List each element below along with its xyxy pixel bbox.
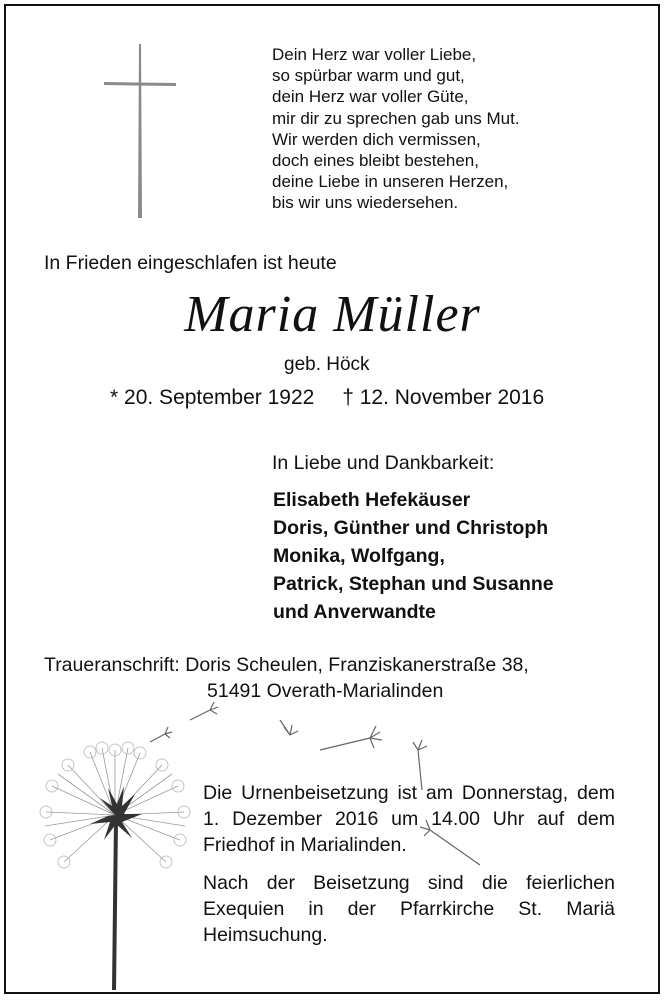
cross-icon bbox=[100, 42, 180, 222]
birth-symbol: * bbox=[110, 386, 119, 409]
death-symbol: † bbox=[342, 386, 354, 409]
ceremony-paragraph: Die Urnenbeisetzung ist am Donnerstag, dem 1. Dezember 2016 um 14.00 Uhr auf dem Friedhof in Marialinden. bbox=[203, 782, 615, 856]
intro-text: In Frieden eingeschlafen ist heute bbox=[44, 252, 337, 274]
ceremony-paragraph: Nach der Beisetzung sind die feierlichen Exequien in der Pfarrkirche St. Mariä Heimsuchung. bbox=[203, 872, 615, 946]
poem-line: so spürbar warm und gut, bbox=[272, 66, 465, 86]
mourner-name: Doris, Günther und Christoph bbox=[273, 517, 549, 539]
mourners-list bbox=[273, 486, 554, 626]
address-line: 51491 Overath-Marialinden bbox=[207, 680, 444, 702]
poem-line: deine Liebe in unseren Herzen, bbox=[272, 172, 509, 192]
poem-line: mir dir zu sprechen gab uns Mut. bbox=[272, 108, 520, 128]
birth-date: 20. September 1922 bbox=[124, 386, 315, 409]
address-line: Traueranschrift: Doris Scheulen, Franziskanerstraße 38, bbox=[44, 654, 529, 676]
maiden-name: geb. Höck bbox=[284, 354, 370, 375]
ceremony-info bbox=[203, 780, 615, 960]
poem-line: doch eines bleibt bestehen, bbox=[272, 151, 479, 171]
poem-line: dein Herz war voller Güte, bbox=[272, 87, 469, 107]
poem-line: Wir werden dich vermissen, bbox=[272, 129, 481, 149]
mourner-name: Patrick, Stephan und Susanne bbox=[273, 573, 554, 595]
mourner-name: und Anverwandte bbox=[273, 601, 436, 623]
death-date: 12. November 2016 bbox=[359, 386, 545, 409]
poem-line: bis wir uns wiedersehen. bbox=[272, 193, 459, 213]
poem bbox=[272, 44, 520, 214]
mourner-name: Elisabeth Hefekäuser bbox=[273, 489, 471, 511]
mourner-name: Monika, Wolfgang, bbox=[273, 545, 445, 567]
mourners-heading: In Liebe und Dankbarkeit: bbox=[272, 452, 495, 474]
poem-line: Dein Herz war voller Liebe, bbox=[272, 45, 477, 64]
deceased-name: Maria Müller bbox=[184, 286, 481, 343]
life-dates bbox=[110, 386, 544, 410]
